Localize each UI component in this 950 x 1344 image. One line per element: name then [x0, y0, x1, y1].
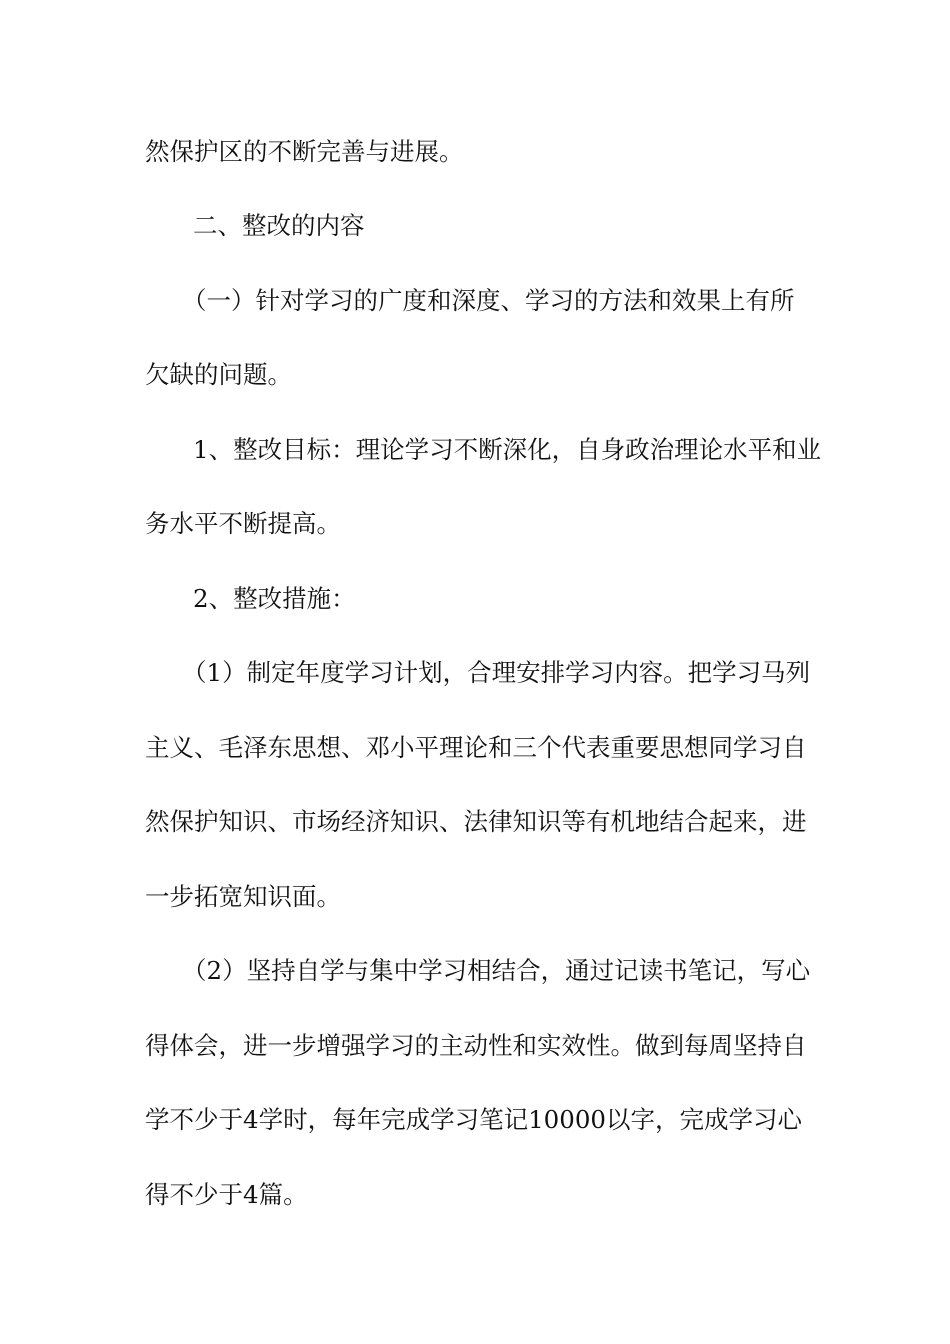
subsection-heading: （一）针对学习的广度和深度、学习的方法和效果上有所 [182, 286, 795, 315]
body-text-line: 一步拓宽知识面。 [145, 882, 341, 911]
body-text-line: 然保护区的不断完善与进展。 [145, 137, 464, 166]
body-text-line: （1）制定年度学习计划，合理安排学习内容。把学习马列 [182, 658, 811, 687]
body-text-line: 主义、毛泽东思想、邓小平理论和三个代表重要思想同学习自 [145, 733, 807, 762]
section-heading: 二、整改的内容 [193, 211, 365, 240]
body-text-line: 然保护知识、市场经济知识、法律知识等有机地结合起来，进 [145, 807, 807, 836]
body-text-line: 务水平不断提高。 [145, 509, 341, 538]
body-text-line: 学不少于4学时，每年完成学习笔记10000以字，完成学习心 [145, 1105, 803, 1134]
body-text-line: 1、整改目标：理论学习不断深化，自身政治理论水平和业 [193, 435, 822, 464]
body-text-line: 欠缺的问题。 [145, 360, 292, 389]
body-text-line: 得体会，进一步增强学习的主动性和实效性。做到每周坚持自 [145, 1031, 807, 1060]
body-text-line: （2）坚持自学与集中学习相结合，通过记读书笔记，写心 [182, 956, 811, 985]
body-text-line: 2、整改措施： [193, 584, 356, 613]
body-text-line: 得不少于4篇。 [145, 1180, 308, 1209]
